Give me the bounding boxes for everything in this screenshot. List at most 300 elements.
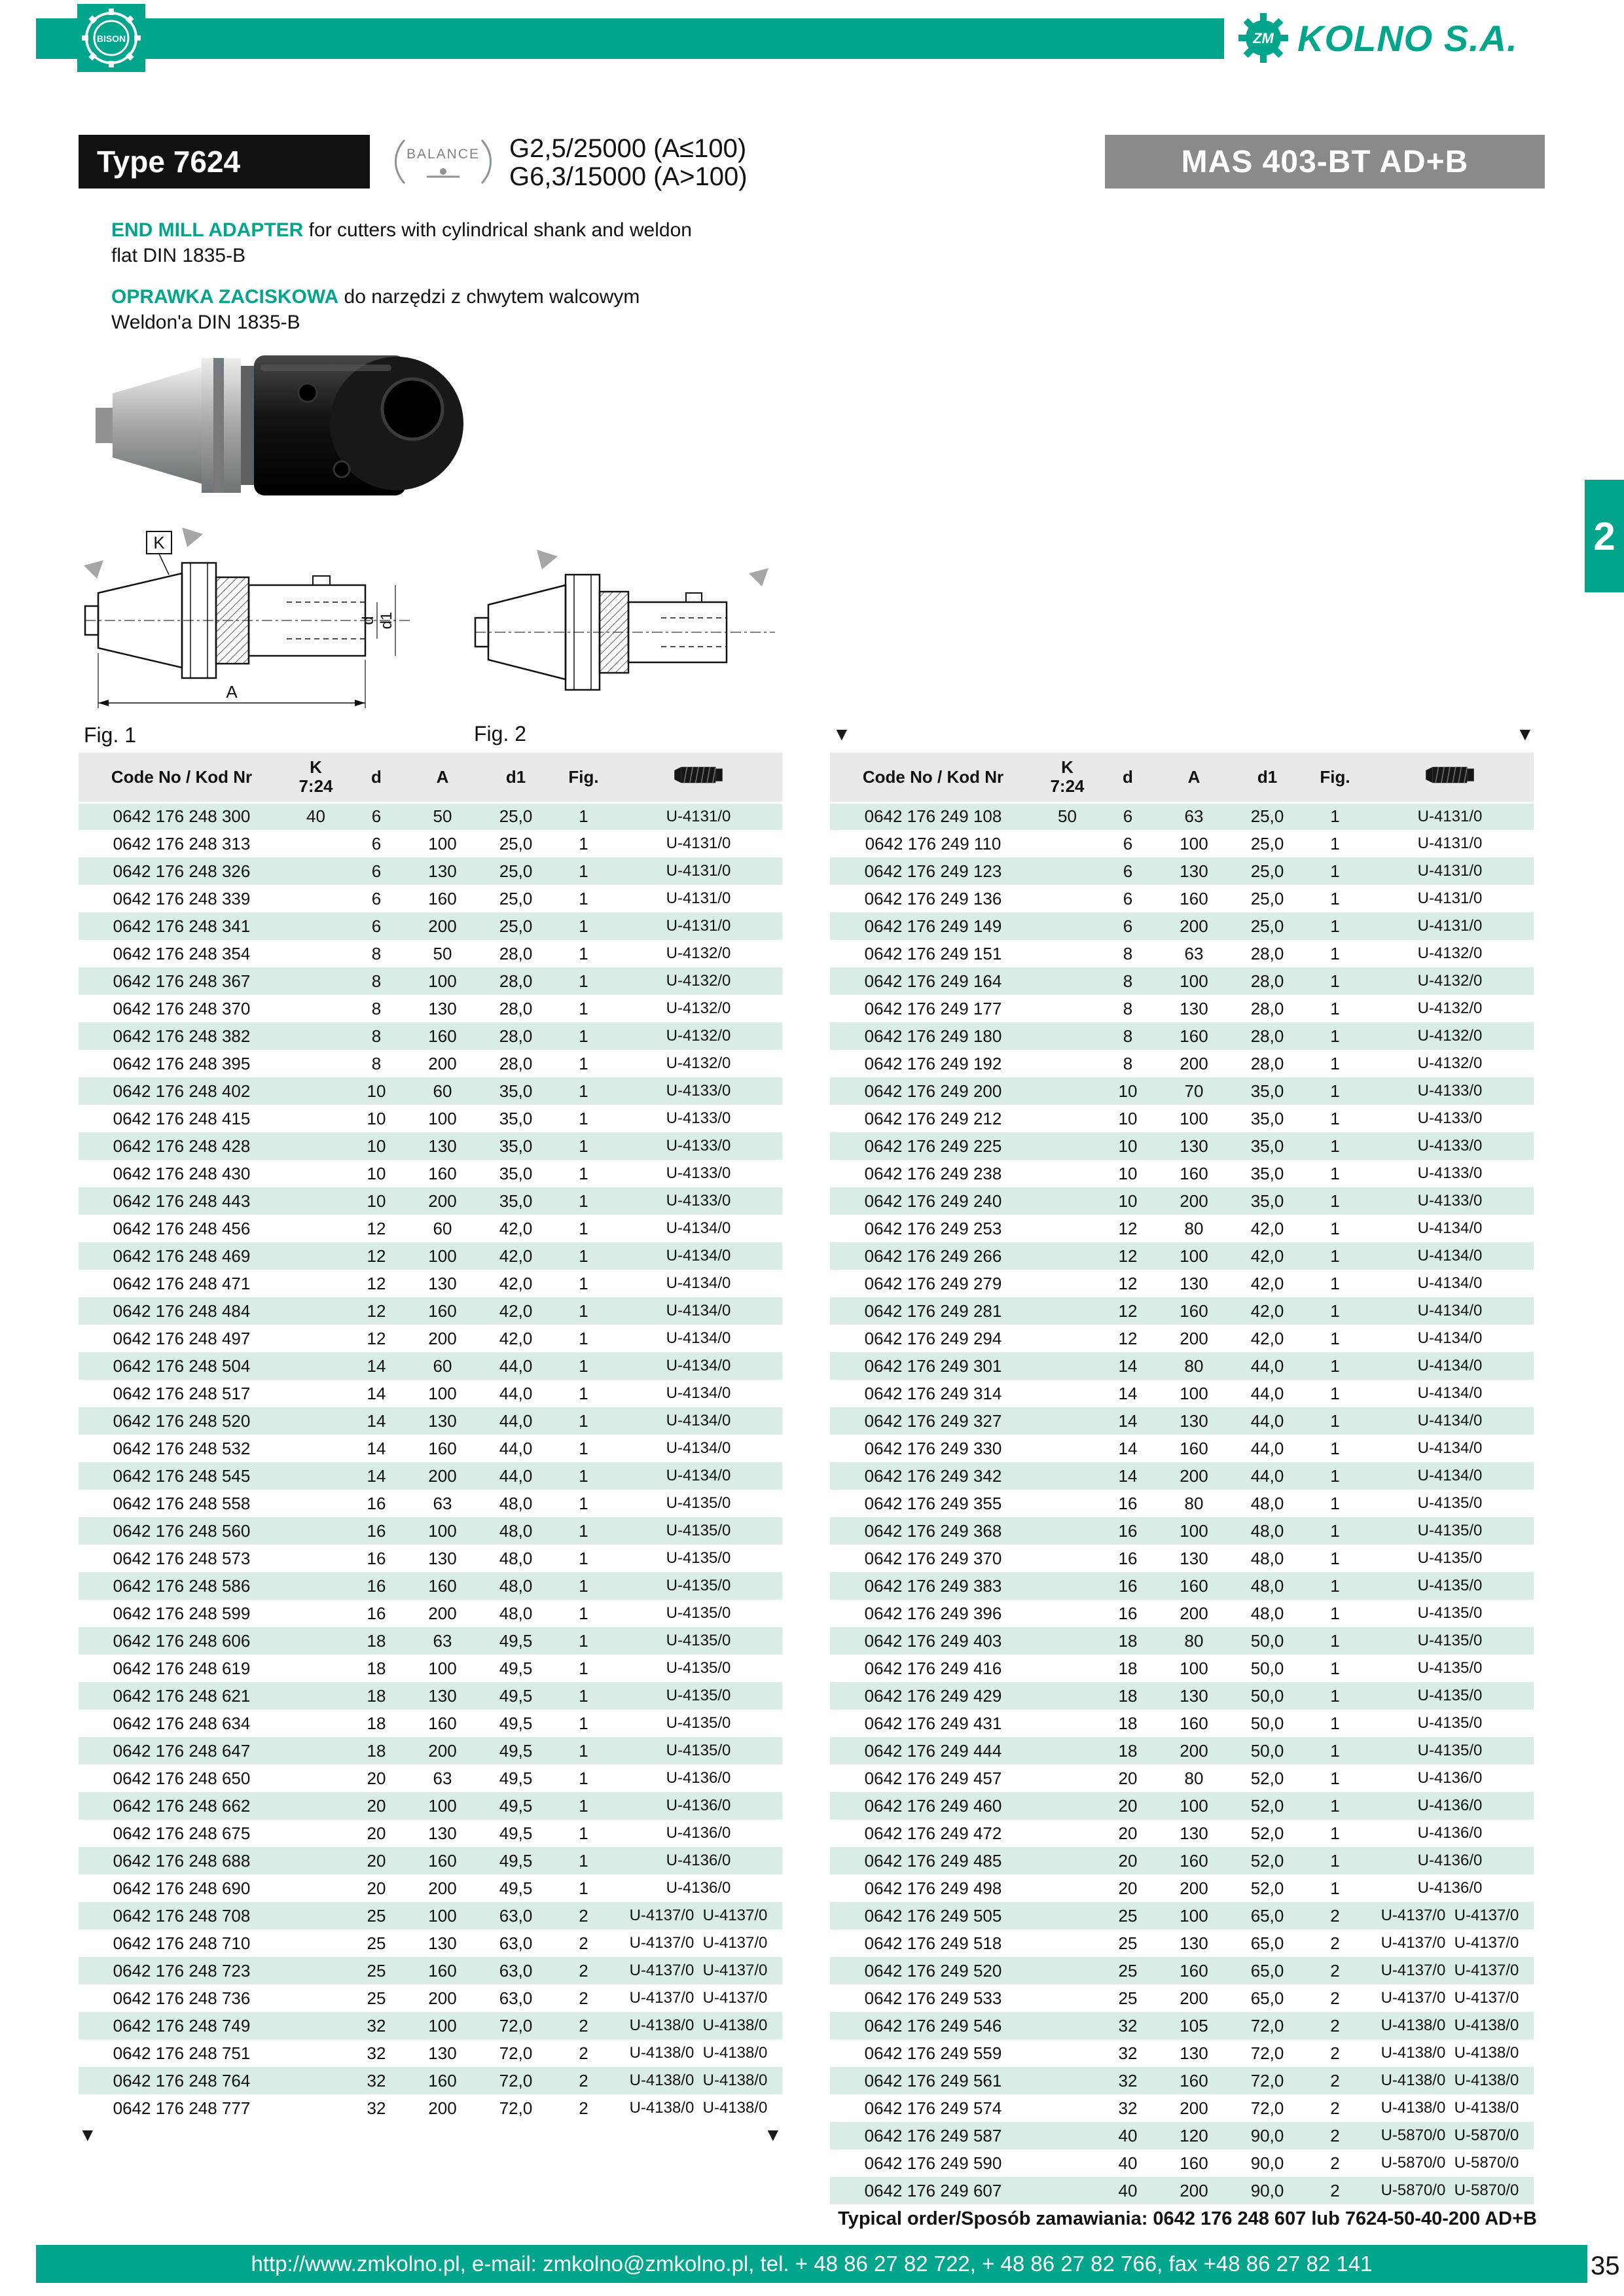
table-row [830, 940, 1534, 967]
d-cell: 6 [1098, 857, 1157, 885]
k-cell [285, 1022, 347, 1050]
balance-emblem-icon [388, 134, 499, 190]
code-cell: 0642 176 248 367 [79, 967, 285, 995]
k-cell [285, 1380, 347, 1407]
part-cell: U-5870/0 U-5870/0 [1366, 2177, 1534, 2204]
d-cell: 10 [1118, 1163, 1138, 1183]
fig1-label: Fig. 1 [84, 723, 137, 747]
k-cell [285, 1517, 347, 1545]
table-row [79, 1242, 782, 1270]
code-cell: 0642 176 249 505 [830, 1902, 1036, 1929]
fig-cell: 2 [579, 2043, 588, 2063]
d1-cell: 48,0 [1250, 1548, 1284, 1568]
code-cell: 0642 176 248 370 [113, 998, 251, 1018]
a-cell: 80 [1157, 1352, 1231, 1380]
fig-cell: 1 [552, 857, 615, 885]
fig-cell: 1 [579, 1548, 588, 1568]
fig-cell: 1 [1330, 1218, 1340, 1238]
table-row [79, 1352, 782, 1380]
table-row [79, 1297, 782, 1325]
code-cell: 0642 176 249 416 [864, 1658, 1002, 1678]
code-cell: 0642 176 248 430 [113, 1163, 251, 1183]
k-cell [285, 1737, 347, 1765]
k-cell [1036, 2012, 1098, 2039]
part-cell: U-4134/0 [615, 1462, 782, 1490]
k-cell [285, 1105, 347, 1132]
k-cell [1036, 1627, 1098, 1655]
balance-spec-line2: G6,3/15000 (A>100) [509, 162, 748, 191]
table-row [79, 2094, 782, 2122]
code-cell: 0642 176 249 460 [830, 1792, 1036, 1820]
d-cell: 32 [1118, 2043, 1138, 2063]
d1-cell: 42,0 [1231, 1242, 1304, 1270]
code-cell: 0642 176 248 517 [113, 1383, 251, 1403]
fig-cell: 2 [1304, 2177, 1366, 2204]
d1-cell: 48,0 [499, 1493, 533, 1513]
fig-cell: 1 [1304, 1187, 1366, 1215]
d1-cell: 72,0 [1250, 2098, 1284, 2118]
table-row [830, 1957, 1534, 1984]
d-cell: 14 [1118, 1438, 1138, 1458]
chapter-tab [1585, 480, 1624, 592]
fig-cell: 1 [1304, 1352, 1366, 1380]
part-cell: U-4134/0 [1366, 1352, 1534, 1380]
code-cell: 0642 176 248 606 [79, 1627, 285, 1655]
table-row [830, 2094, 1534, 2122]
k-cell [1036, 1792, 1098, 1820]
k-cell [1036, 1022, 1098, 1050]
d-cell: 14 [1098, 1352, 1157, 1380]
code-cell: 0642 176 249 281 [830, 1297, 1036, 1325]
code-cell: 0642 176 249 590 [864, 2153, 1002, 2173]
part-cell: U-5870/0 U-5870/0 [1380, 2154, 1519, 2172]
k-cell [285, 1984, 347, 2012]
a-cell: 100 [428, 1108, 457, 1128]
fig-cell: 1 [579, 888, 588, 908]
k-cell [1036, 2177, 1098, 2204]
fig-cell: 1 [552, 1132, 615, 1160]
figure-2 [474, 547, 827, 746]
k-cell [1036, 967, 1098, 995]
k-cell [1036, 1682, 1098, 1710]
part-cell: U-4133/0 [615, 1187, 782, 1215]
table-row [830, 1929, 1534, 1957]
a-cell: 63 [406, 1627, 479, 1655]
code-cell: 0642 176 249 457 [864, 1768, 1002, 1788]
code-cell: 0642 176 248 313 [113, 833, 251, 853]
d1-cell: 28,0 [1231, 967, 1304, 995]
k-cell [285, 1682, 347, 1710]
part-cell: U-4134/0 [1417, 1439, 1483, 1457]
code-cell: 0642 176 249 123 [830, 857, 1036, 885]
d1-cell: 28,0 [1250, 943, 1284, 963]
table-row [830, 1627, 1534, 1655]
gray-arrow-icon [84, 560, 103, 579]
col-header-k-line1: K [1061, 757, 1074, 778]
d-cell: 32 [1098, 2012, 1157, 2039]
d-cell: 18 [367, 1658, 386, 1678]
d1-cell: 72,0 [479, 2012, 552, 2039]
fig-cell: 2 [579, 2098, 588, 2118]
d-cell: 20 [347, 1792, 406, 1820]
a-cell: 160 [1157, 1847, 1231, 1874]
k-cell [1036, 2067, 1098, 2094]
footer-contact-link[interactable]: http://www.zmkolno.pl, e-mail: zmkolno@zmkolno.pl, tel. + 48 86 27 82 722, + 48 86 27 82 766, fax +48 86 27 82 141 [251, 2251, 1373, 2276]
type-label: Type 7624 [97, 145, 241, 179]
k-cell [285, 2012, 347, 2039]
d1-cell: 90,0 [1231, 2122, 1304, 2149]
a-cell: 200 [1157, 912, 1231, 940]
bison-logo-text: BISON [96, 33, 126, 44]
fig-cell: 2 [552, 2067, 615, 2094]
k-cell [1036, 1242, 1098, 1270]
k-cell [1036, 885, 1098, 912]
fig-cell: 1 [1330, 833, 1340, 853]
balance-spec-line1: G2,5/25000 (A≤100) [509, 134, 747, 163]
table-row [830, 2149, 1534, 2177]
table-continues-marker: ▼ [833, 724, 851, 744]
d1-cell: 49,5 [479, 1847, 552, 1874]
fig-cell: 2 [1304, 1957, 1366, 1984]
d1-cell: 44,0 [1250, 1383, 1284, 1403]
d1-cell: 52,0 [1250, 1878, 1284, 1898]
part-cell: U-4135/0 [666, 1549, 731, 1567]
d1-cell: 48,0 [479, 1572, 552, 1600]
part-cell: U-4134/0 [615, 1242, 782, 1270]
part-cell: U-4136/0 [615, 1792, 782, 1820]
part-cell: U-4138/0 U-4138/0 [629, 2044, 768, 2062]
code-cell: 0642 176 248 469 [79, 1242, 285, 1270]
fig-cell: 2 [552, 1957, 615, 1984]
table-row [830, 1847, 1534, 1874]
table-row [79, 967, 782, 995]
a-cell: 100 [1180, 1383, 1208, 1403]
table-row [830, 2177, 1534, 2204]
d-cell: 12 [1098, 1297, 1157, 1325]
fig-cell: 1 [579, 1053, 588, 1073]
a-cell: 200 [1180, 1878, 1208, 1898]
table-row [79, 1792, 782, 1820]
table-continues-marker: ▼ [79, 2125, 97, 2145]
part-cell: U-4133/0 [1366, 1077, 1534, 1105]
a-cell: 80 [1184, 1493, 1204, 1513]
code-cell: 0642 176 248 662 [79, 1792, 285, 1820]
a-cell: 130 [406, 1682, 479, 1710]
d1-cell: 49,5 [499, 1823, 533, 1843]
code-cell: 0642 176 248 749 [79, 2012, 285, 2039]
table-row [830, 885, 1534, 912]
d1-cell: 72,0 [1250, 2043, 1284, 2063]
k-cell [285, 1490, 347, 1517]
fig-cell: 1 [552, 967, 615, 995]
a-cell: 130 [1157, 857, 1231, 885]
d-cell: 18 [1098, 1627, 1157, 1655]
a-cell: 160 [406, 1572, 479, 1600]
code-cell: 0642 176 248 723 [79, 1957, 285, 1984]
k-cell [285, 1242, 347, 1270]
k-cell [1036, 1737, 1098, 1765]
fig-cell: 1 [552, 1407, 615, 1435]
part-cell: U-4137/0 U-4137/0 [615, 1902, 782, 1929]
part-cell: U-4135/0 [666, 1659, 731, 1677]
d1-cell: 28,0 [1231, 1022, 1304, 1050]
a-cell: 100 [428, 1383, 457, 1403]
d1-cell: 25,0 [499, 833, 533, 853]
k-cell [1036, 1655, 1098, 1682]
d1-cell: 49,5 [479, 1792, 552, 1820]
part-cell: U-4132/0 [615, 1022, 782, 1050]
d1-cell: 90,0 [1231, 2177, 1304, 2204]
part-cell: U-4133/0 [666, 1109, 731, 1127]
k-cell [1036, 1874, 1098, 1902]
table-row [830, 2039, 1534, 2067]
d-cell: 12 [367, 1328, 386, 1348]
a-cell: 130 [406, 857, 479, 885]
d-cell: 6 [1123, 833, 1133, 853]
k-cell [1036, 1352, 1098, 1380]
a-cell: 80 [1184, 1218, 1204, 1238]
d1-cell: 44,0 [499, 1383, 533, 1403]
a-cell: 160 [1157, 1297, 1231, 1325]
d1-cell: 49,5 [499, 1713, 533, 1733]
table-row [830, 1792, 1534, 1820]
code-cell: 0642 176 249 383 [830, 1572, 1036, 1600]
code-cell: 0642 176 249 164 [830, 967, 1036, 995]
code-cell: 0642 176 249 368 [830, 1517, 1036, 1545]
fig-cell: 2 [1330, 2153, 1340, 2173]
code-cell: 0642 176 248 443 [79, 1187, 285, 1215]
d-cell: 16 [1098, 1572, 1157, 1600]
d-cell: 12 [347, 1242, 406, 1270]
d1-cell: 35,0 [499, 1163, 533, 1183]
d1-cell: 63,0 [479, 1902, 552, 1929]
part-cell: U-4133/0 [1417, 1164, 1483, 1182]
d1-cell: 52,0 [1250, 1768, 1284, 1788]
col-header-a: A [406, 753, 479, 802]
k-cell [1036, 1765, 1098, 1792]
a-cell: 50 [406, 802, 479, 830]
code-cell: 0642 176 249 431 [864, 1713, 1002, 1733]
d1-cell: 48,0 [499, 1548, 533, 1568]
d1-cell: 50,0 [1231, 1627, 1304, 1655]
header-bar [36, 18, 1224, 59]
table-row [830, 1297, 1534, 1325]
a-cell: 200 [1180, 1328, 1208, 1348]
part-cell: U-4134/0 [1366, 1297, 1534, 1325]
a-cell: 200 [406, 912, 479, 940]
d-cell: 16 [1118, 1493, 1138, 1513]
code-cell: 0642 176 249 136 [864, 888, 1002, 908]
part-cell: U-4135/0 [666, 1714, 731, 1732]
a-cell: 130 [1180, 2043, 1208, 2063]
table-continues-marker: ▼ [764, 2125, 782, 2145]
table-header-row [830, 753, 1534, 802]
k-cell [1036, 1902, 1098, 1929]
part-cell: U-4138/0 U-4138/0 [1380, 2099, 1519, 2117]
table-row [79, 1710, 782, 1737]
product-description [111, 217, 700, 335]
set-screw-icon [1422, 763, 1477, 787]
a-cell: 160 [1180, 1163, 1208, 1183]
fig-cell: 2 [579, 1988, 588, 2008]
code-cell: 0642 176 249 444 [830, 1737, 1036, 1765]
fig2-drawing [474, 547, 827, 717]
d1-cell: 35,0 [479, 1077, 552, 1105]
a-cell: 160 [1157, 1957, 1231, 1984]
d-cell: 32 [1118, 2098, 1138, 2118]
d1-cell: 25,0 [1231, 912, 1304, 940]
fig-cell: 2 [1330, 2098, 1340, 2118]
table-continues-marker: ▼ [1516, 724, 1534, 744]
d1-cell: 42,0 [499, 1218, 533, 1238]
table-row [830, 1710, 1534, 1737]
fig-cell: 1 [1304, 1077, 1366, 1105]
brand-name: KOLNO S.A. [1297, 17, 1518, 59]
d-cell: 16 [1118, 1548, 1138, 1568]
code-cell: 0642 176 248 710 [113, 1933, 251, 1953]
table-row [79, 1215, 782, 1242]
k-cell [285, 1847, 347, 1874]
k-cell [285, 1297, 347, 1325]
d-cell: 20 [367, 1878, 386, 1898]
a-cell: 130 [428, 998, 457, 1018]
d1-cell: 42,0 [479, 1297, 552, 1325]
k-cell [1036, 1820, 1098, 1847]
col-header-k-line2: 7:24 [1050, 776, 1085, 797]
k-cell [1036, 1957, 1098, 1984]
table-row [79, 1820, 782, 1847]
part-cell: U-4135/0 [1366, 1572, 1534, 1600]
gray-arrow-icon [537, 550, 558, 569]
part-cell: U-4131/0 [615, 802, 782, 830]
part-cell: U-4134/0 [615, 1407, 782, 1435]
code-cell: 0642 176 248 532 [113, 1438, 251, 1458]
table-row [79, 1490, 782, 1517]
a-cell: 200 [428, 1603, 457, 1623]
part-cell: U-4135/0 [1417, 1659, 1483, 1677]
code-cell: 0642 176 249 151 [864, 943, 1002, 963]
a-cell: 160 [1157, 2067, 1231, 2094]
part-cell: U-4132/0 [666, 1054, 731, 1072]
code-cell: 0642 176 248 428 [79, 1132, 285, 1160]
d1-cell: 48,0 [479, 1517, 552, 1545]
d-cell: 18 [1098, 1737, 1157, 1765]
d-cell: 18 [347, 1627, 406, 1655]
d-cell: 10 [367, 1163, 386, 1183]
d1-cell: 50,0 [1231, 1737, 1304, 1765]
fig-cell: 1 [579, 1658, 588, 1678]
part-cell: U-4136/0 [1366, 1847, 1534, 1874]
d1-cell: 65,0 [1231, 1957, 1304, 1984]
a-cell: 60 [433, 1218, 452, 1238]
part-cell: U-4135/0 [1366, 1737, 1534, 1765]
fig-cell: 1 [1330, 1053, 1340, 1073]
a-cell: 70 [1157, 1077, 1231, 1105]
a-cell: 200 [406, 1187, 479, 1215]
d1-cell: 35,0 [499, 1108, 533, 1128]
k-cell [285, 1270, 347, 1297]
d-cell: 20 [1098, 1792, 1157, 1820]
fig-cell: 2 [1304, 2012, 1366, 2039]
d-cell: 18 [1098, 1682, 1157, 1710]
table-row [830, 1160, 1534, 1187]
table-row [830, 2122, 1534, 2149]
k-cell [285, 1462, 347, 1490]
fig-cell: 1 [552, 1572, 615, 1600]
k-cell [285, 857, 347, 885]
k-cell [1036, 2122, 1098, 2149]
table-row [79, 1105, 782, 1132]
fig-cell: 1 [552, 1792, 615, 1820]
code-cell: 0642 176 248 339 [113, 888, 251, 908]
table-row [830, 1462, 1534, 1490]
table-row [79, 1050, 782, 1077]
fig-cell: 1 [1330, 1273, 1340, 1293]
k-cell [285, 1957, 347, 1984]
part-cell: U-4136/0 [1366, 1792, 1534, 1820]
fig-cell: 1 [1304, 1572, 1366, 1600]
d1-cell: 65,0 [1250, 1933, 1284, 1953]
fig-cell: 1 [552, 1737, 615, 1765]
d-cell: 40 [1098, 2177, 1157, 2204]
d1-cell: 28,0 [479, 967, 552, 995]
code-cell: 0642 176 249 238 [864, 1163, 1002, 1183]
table-row [830, 1655, 1534, 1682]
fig-cell: 1 [1330, 1163, 1340, 1183]
k-cell [285, 1077, 347, 1105]
code-cell: 0642 176 248 560 [79, 1517, 285, 1545]
d1-cell: 28,0 [499, 1053, 533, 1073]
d-cell: 25 [347, 1957, 406, 1984]
table-row [79, 1874, 782, 1902]
description-en [111, 217, 700, 268]
table-row [79, 1187, 782, 1215]
a-cell: 200 [1157, 1737, 1231, 1765]
table-row [830, 857, 1534, 885]
k-cell [1036, 2094, 1098, 2122]
table-row [830, 802, 1534, 830]
dim-a-label: A [226, 682, 238, 702]
part-cell: U-4135/0 [1366, 1627, 1534, 1655]
col-header-k-line2: 7:24 [298, 776, 333, 797]
part-cell: U-4132/0 [1417, 999, 1483, 1017]
table-row [830, 1820, 1534, 1847]
d-cell: 32 [347, 2012, 406, 2039]
d-cell: 6 [1098, 802, 1157, 830]
part-cell: U-4135/0 [615, 1627, 782, 1655]
k-cell [285, 940, 347, 967]
a-cell: 100 [1180, 1658, 1208, 1678]
fig-cell: 1 [579, 833, 588, 853]
a-cell: 160 [428, 1438, 457, 1458]
k-cell [285, 1929, 347, 1957]
a-cell: 63 [1184, 943, 1204, 963]
d1-cell: 49,5 [499, 1658, 533, 1678]
code-cell: 0642 176 248 751 [113, 2043, 251, 2063]
table-row [79, 1984, 782, 2012]
code-cell: 0642 176 248 326 [79, 857, 285, 885]
a-cell: 160 [406, 1847, 479, 1874]
part-cell: U-4133/0 [1366, 1132, 1534, 1160]
k-cell [285, 1050, 347, 1077]
d-cell: 14 [1118, 1383, 1138, 1403]
code-cell: 0642 176 249 225 [830, 1132, 1036, 1160]
table-row [830, 1874, 1534, 1902]
table-row [830, 1490, 1534, 1517]
brand-logo [1237, 10, 1594, 65]
code-cell: 0642 176 248 764 [79, 2067, 285, 2094]
code-cell: 0642 176 249 498 [864, 1878, 1002, 1898]
